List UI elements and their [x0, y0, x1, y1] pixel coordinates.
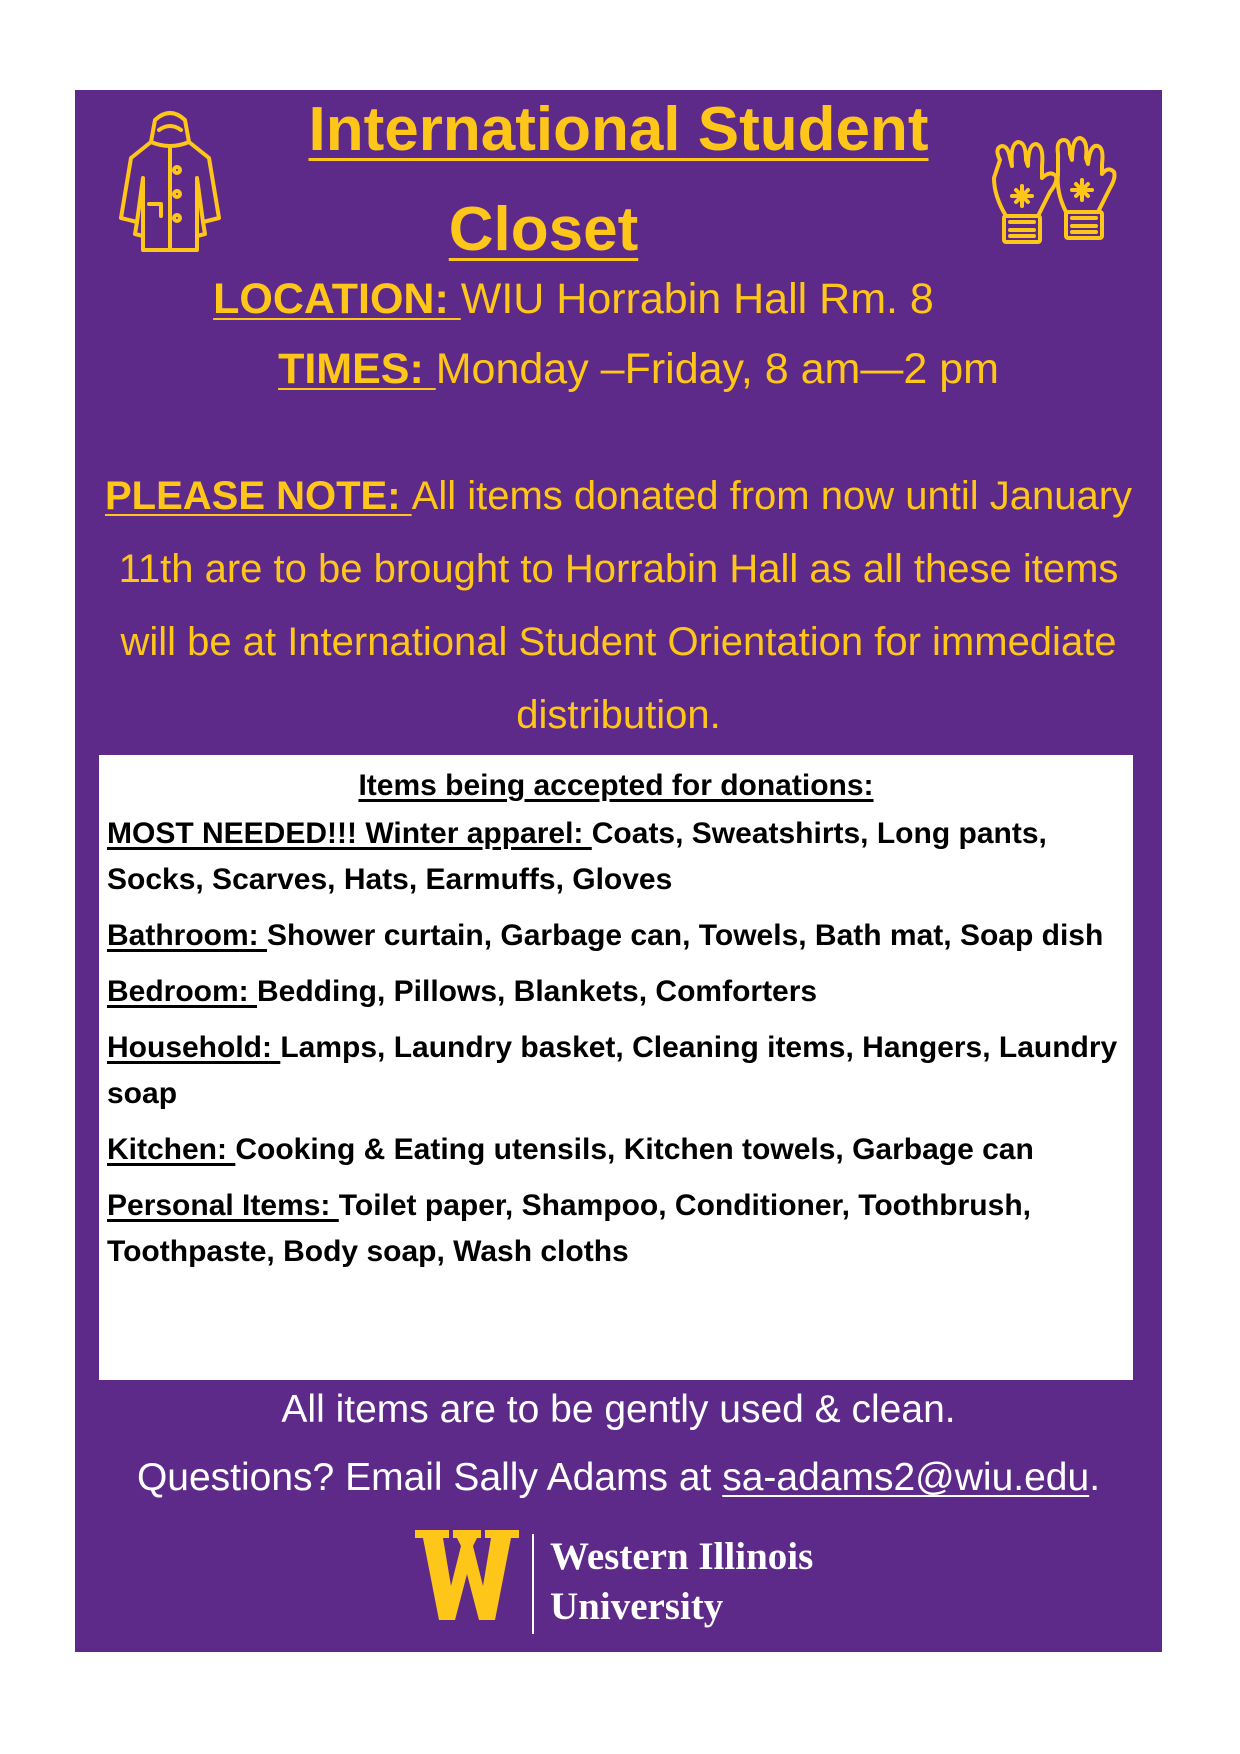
category-kitchen [107, 1127, 1125, 1173]
questions-suffix: . [1089, 1456, 1101, 1499]
category-items: Shower curtain, Garbage can, Towels, Bath mat, Soap dish [267, 919, 1104, 952]
university-name [550, 1532, 813, 1632]
category-label: Household: [107, 1031, 281, 1064]
page-title-line2: Closet [448, 195, 639, 264]
category-items: Cooking & Eating utensils, Kitchen towels, Garbage can [235, 1133, 1034, 1166]
category-personal-items [107, 1183, 1125, 1275]
category-label: Bathroom: [107, 919, 267, 952]
times-label: TIMES: [278, 345, 436, 393]
category-household [107, 1025, 1125, 1117]
questions-prefix: Questions? Email Sally Adams at [136, 1456, 723, 1499]
times-line [95, 345, 1182, 394]
category-winter-apparel [107, 811, 1125, 903]
category-items: Lamps, Laundry basket, Cleaning items, Hangers, Laundry soap [107, 1031, 1118, 1110]
questions-line [75, 1456, 1162, 1500]
location-line [30, 275, 1117, 324]
category-label: Bedroom: [107, 975, 257, 1008]
university-logo [415, 1530, 835, 1640]
note-label: PLEASE NOTE: [104, 474, 412, 518]
category-label: MOST NEEDED!!! Winter apparel: [107, 817, 592, 850]
category-bathroom [107, 913, 1125, 959]
flyer [75, 90, 1162, 1652]
please-note [95, 460, 1142, 752]
category-label: Kitchen: [107, 1133, 236, 1166]
note-text: All items donated from now until January 11th are to be brought to Horrabin Hall as all these items will be at International Student Orientation for immediate distribution. [118, 474, 1133, 737]
location-value: WIU Horrabin Hall Rm. 8 [460, 275, 934, 323]
email-link[interactable]: sa-adams2@wiu.edu [722, 1456, 1090, 1499]
category-items: Coats, Sweatshirts, Long pants, Socks, Scarves, Hats, Earmuffs, Gloves [107, 817, 1047, 896]
wiu-w-logo-icon [415, 1530, 519, 1622]
location-label: LOCATION: [213, 275, 461, 323]
donation-list-box [99, 755, 1133, 1380]
university-name-line1: Western Illinois [550, 1535, 814, 1578]
logo-divider [532, 1534, 534, 1634]
condition-text: All items are to be gently used & clean. [281, 1388, 956, 1431]
category-items: Toilet paper, Shampoo, Conditioner, Toothbrush, Toothpaste, Body soap, Wash cloths [107, 1189, 1031, 1268]
page-title: International Student [308, 95, 929, 164]
university-name-line2: University [550, 1585, 724, 1628]
donations-heading: Items being accepted for donations: [358, 769, 874, 802]
times-value: Monday –Friday, 8 am—2 pm [435, 345, 999, 393]
category-bedroom [107, 969, 1125, 1015]
category-items: Bedding, Pillows, Blankets, Comforters [257, 975, 818, 1008]
category-label: Personal Items: [107, 1189, 339, 1222]
